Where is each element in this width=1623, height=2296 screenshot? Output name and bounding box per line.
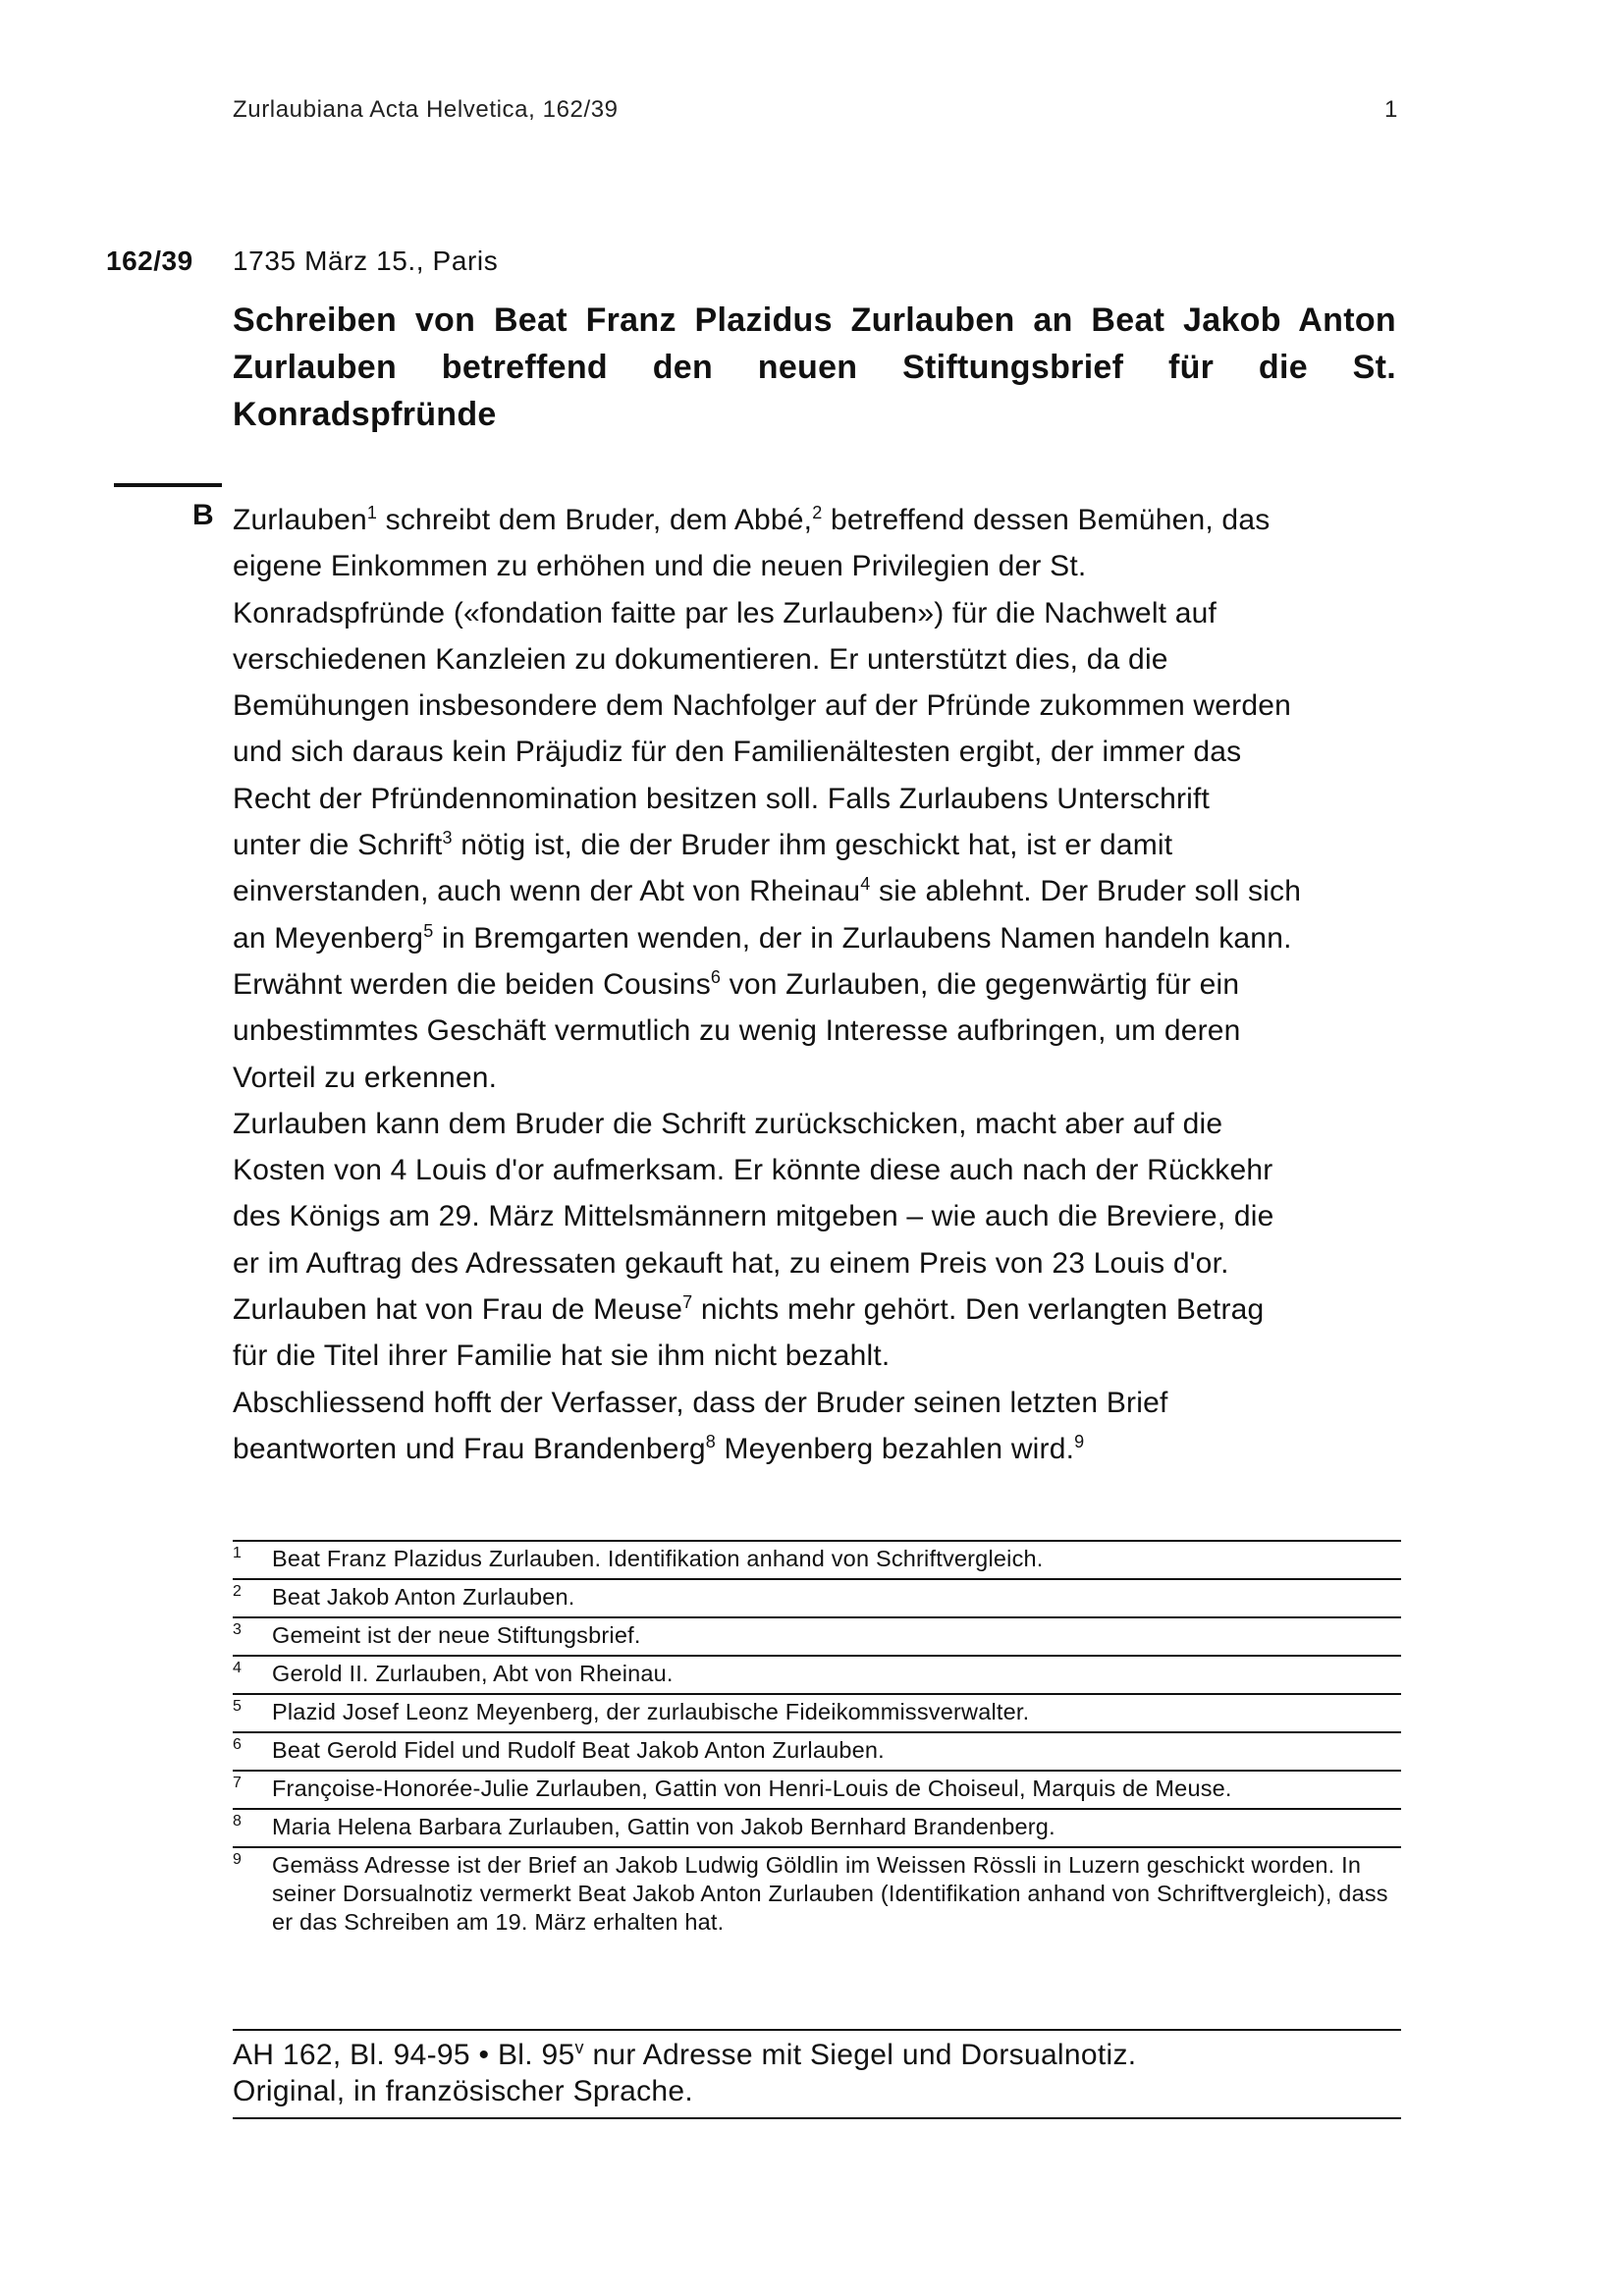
summary-text-segment: Konradspfründe («fondation faitte par les Zurlauben») für die Nachwelt auf (233, 596, 1217, 629)
footnote-text: Plazid Josef Leonz Meyenberg, der zurlaubische Fideikommissverwalter. (272, 1699, 1030, 1724)
footnote-reference[interactable]: 6 (710, 966, 722, 987)
summary-text-segment: er im Auftrag des Adressaten gekauft hat, zu einem Preis von 23 Louis d'or. (233, 1246, 1229, 1280)
summary-line (233, 868, 1401, 914)
footnote-mark: 7 (233, 1775, 243, 1791)
summary-line (233, 1147, 1401, 1193)
summary-line (233, 776, 1401, 822)
footnote-text: Maria Helena Barbara Zurlauben, Gattin von Jakob Bernhard Brandenberg. (272, 1814, 1055, 1839)
footnote-text: Beat Gerold Fidel und Rudolf Beat Jakob Anton Zurlauben. (272, 1737, 885, 1763)
footnote-reference[interactable]: 4 (860, 874, 871, 895)
entry-number: 162/39 (106, 246, 193, 276)
summary-label: B (192, 499, 214, 531)
footnote-mark: 9 (233, 1851, 243, 1868)
footnote-mark: 5 (233, 1698, 243, 1715)
page-number: 1 (1384, 96, 1398, 123)
summary-text-segment: verschiedenen Kanzleien zu dokumentieren. Er unterstützt dies, da die (233, 642, 1168, 676)
footnotes (233, 1540, 1401, 1941)
footnote-reference[interactable]: 7 (682, 1292, 693, 1313)
summary-line (233, 961, 1401, 1008)
summary-text-segment: betreffend dessen Bemühen, das (822, 504, 1271, 536)
summary-text-segment: nötig ist, die der Bruder ihm geschickt hat, ist er damit (452, 829, 1173, 862)
footnote-text: Gemäss Adresse ist der Brief an Jakob Ludwig Göldlin im Weissen Rössli in Luzern geschickt worden. In seiner Dorsualnotiz vermerkt Beat Jakob Anton Zurlauben (Identifikation anhand von Schriftvergleich), dass er das Schreiben am 19. März erhalten hat. (272, 1852, 1388, 1935)
source-reference: AH 162, Bl. 94-95 • Bl. 95 (233, 2039, 575, 2071)
summary-text-segment: Zurlauben kann dem Bruder die Schrift zurückschicken, macht aber auf die (233, 1107, 1223, 1140)
summary-text-segment: Zurlauben hat von Frau de Meuse (233, 1293, 683, 1327)
summary-line (233, 1008, 1401, 1054)
footnote-mark: 1 (233, 1545, 243, 1561)
summary-text-segment: unbestimmtes Geschäft vermutlich zu wenig Interesse aufbringen, um deren (233, 1014, 1241, 1048)
running-head (233, 96, 1398, 124)
summary-text-segment: Erwähnt werden die beiden Cousins (233, 967, 711, 1001)
footnote-reference[interactable]: 5 (423, 920, 434, 941)
footnote-item (233, 1655, 1401, 1693)
summary-text-segment: Vorteil zu erkennen. (233, 1061, 498, 1094)
footnote-mark: 8 (233, 1813, 243, 1830)
summary-line (233, 1426, 1401, 1472)
summary-line (233, 1101, 1401, 1147)
summary-text-segment: des Königs am 29. März Mittelsmännern mitgeben – wie auch die Breviere, die (233, 1200, 1274, 1233)
summary-line (233, 636, 1401, 683)
footnote-text: Gerold II. Zurlauben, Abt von Rheinau. (272, 1661, 674, 1686)
summary-line (233, 1333, 1401, 1379)
summary-line (233, 1380, 1401, 1426)
footnote-mark: 3 (233, 1621, 243, 1638)
source-line-2: Original, in französischer Sprache. (233, 2075, 694, 2107)
footnote-text: Gemeint ist der neue Stiftungsbrief. (272, 1622, 641, 1648)
summary-text-segment: und sich daraus kein Präjudiz für den Familienältesten ergibt, der immer das (233, 736, 1242, 769)
summary-text-segment: von Zurlauben, die gegenwärtig für ein (721, 967, 1240, 1001)
summary-line (233, 543, 1401, 589)
summary-text-segment: schreibt dem Bruder, dem Abbé, (377, 504, 813, 536)
summary-text-segment: für die Titel ihrer Familie hat sie ihm nicht bezahlt. (233, 1339, 891, 1373)
summary-text-segment: an Meyenberg (233, 921, 424, 955)
source-note (233, 2029, 1401, 2119)
entry-title: Schreiben von Beat Franz Plazidus Zurlauben an Beat Jakob Anton Zurlauben betreffend den neuen Stiftungsbrief für die St. Konradspfründe (233, 301, 1396, 433)
entry-date-place: 1735 März 15., Paris (233, 246, 499, 276)
summary-line (233, 915, 1401, 961)
footnote-text: Françoise-Honorée-Julie Zurlauben, Gattin von Henri-Louis de Choiseul, Marquis de Meuse. (272, 1776, 1232, 1801)
footnote-mark: 2 (233, 1583, 243, 1600)
summary-text-segment: eigene Einkommen zu erhöhen und die neuen Privilegien der St. (233, 550, 1087, 583)
summary-text-segment: Bemühungen insbesondere dem Nachfolger auf der Pfründe zukommen werden (233, 689, 1291, 723)
footnote-item (233, 1693, 1401, 1731)
footnote-text: Beat Jakob Anton Zurlauben. (272, 1584, 575, 1610)
footnote-item (233, 1770, 1401, 1808)
footnote-item (233, 1616, 1401, 1655)
summary-text-segment: beantworten und Frau Brandenberg (233, 1432, 706, 1465)
summary-text-segment: Recht der Pfründennomination besitzen soll. Falls Zurlaubens Unterschrift (233, 782, 1211, 815)
summary-line (233, 1286, 1401, 1333)
footnote-reference[interactable]: 9 (1074, 1431, 1085, 1451)
summary-text (233, 497, 1401, 1472)
summary-line (233, 1240, 1401, 1286)
footnote-reference[interactable]: 1 (366, 503, 378, 522)
summary-text-segment: sie ablehnt. Der Bruder soll sich (870, 875, 1302, 908)
footnote-reference[interactable]: 2 (812, 503, 823, 522)
footnote-item (233, 1540, 1401, 1578)
footnote-item (233, 1731, 1401, 1770)
footnote-item (233, 1808, 1401, 1846)
summary-text-segment: Abschliessend hofft der Verfasser, dass der Bruder seinen letzten Brief (233, 1386, 1168, 1419)
summary-line (233, 683, 1401, 729)
summary-line (233, 1055, 1401, 1101)
summary-line (233, 590, 1401, 636)
footnote-reference[interactable]: 8 (705, 1431, 716, 1451)
summary-line (233, 497, 1401, 543)
summary-text-segment: einverstanden, auch wenn der Abt von Rheinau (233, 875, 861, 908)
footnote-item (233, 1846, 1401, 1941)
summary-text-segment: unter die Schrift (233, 829, 443, 862)
footnote-mark: 4 (233, 1660, 243, 1676)
summary-text-segment: nichts mehr gehört. Den verlangten Betrag (692, 1293, 1265, 1327)
footnote-text: Beat Franz Plazidus Zurlauben. Identifikation anhand von Schriftvergleich. (272, 1546, 1044, 1571)
summary-text-segment: in Bremgarten wenden, der in Zurlaubens Namen handeln kann. (433, 921, 1292, 955)
source-description: nur Adresse mit Siegel und Dorsualnotiz. (583, 2039, 1137, 2071)
summary-text-segment: Zurlauben (233, 504, 367, 536)
footnote-item (233, 1578, 1401, 1616)
summary-text-segment: Meyenberg bezahlen wird. (715, 1432, 1075, 1465)
running-title: Zurlaubiana Acta Helvetica, 162/39 (233, 96, 619, 123)
section-rule (114, 483, 222, 487)
footnote-reference[interactable]: 3 (442, 828, 453, 848)
summary-text-segment: Kosten von 4 Louis d'or aufmerksam. Er könnte diese auch nach der Rückkehr (233, 1154, 1273, 1187)
source-verso-mark: v (574, 2038, 584, 2057)
source-line-1 (233, 2037, 1401, 2073)
summary-line (233, 1193, 1401, 1239)
summary-line (233, 729, 1401, 775)
footnote-mark: 6 (233, 1736, 243, 1753)
summary-line (233, 822, 1401, 868)
